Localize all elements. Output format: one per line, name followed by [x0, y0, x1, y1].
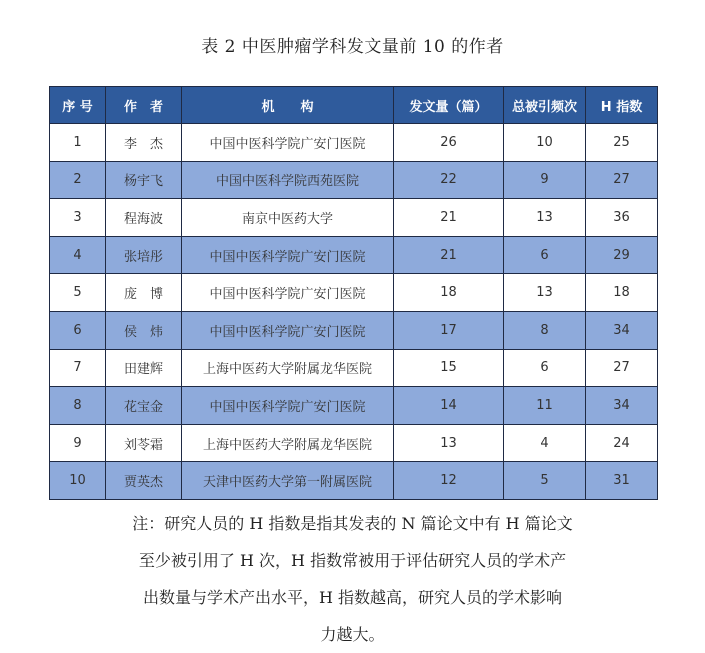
table-row	[50, 462, 658, 500]
cell-author: 贾英杰	[106, 462, 182, 500]
table-note	[0, 505, 705, 653]
table-header-row	[50, 87, 658, 124]
cell-no: 2	[50, 161, 106, 199]
cell-publication-count: 22	[394, 161, 504, 199]
cell-institution: 南京中医药大学	[182, 199, 394, 237]
cell-author: 庞 博	[106, 274, 182, 312]
header-no: 序 号	[50, 87, 106, 124]
table-row	[50, 424, 658, 462]
cell-author: 张培彤	[106, 236, 182, 274]
note-line: 出数量与学术产出水平，H 指数越高，研究人员的学术影响	[142, 588, 563, 607]
cell-publication-count: 14	[394, 387, 504, 425]
cell-h-index: 24	[586, 424, 658, 462]
cell-institution: 天津中医药大学第一附属医院	[182, 462, 394, 500]
cell-publication-count: 21	[394, 199, 504, 237]
cell-no: 7	[50, 349, 106, 387]
header-author: 作 者	[106, 87, 182, 124]
cell-author: 李 杰	[106, 124, 182, 162]
cell-no: 3	[50, 199, 106, 237]
cell-h-index: 34	[586, 387, 658, 425]
header-institution: 机 构	[182, 87, 394, 124]
note-line: 力越大。	[320, 625, 385, 644]
cell-no: 8	[50, 387, 106, 425]
cell-publication-count: 21	[394, 236, 504, 274]
cell-institution: 中国中医科学院广安门医院	[182, 311, 394, 349]
cell-total-citations: 13	[504, 274, 586, 312]
cell-h-index: 34	[586, 311, 658, 349]
cell-no: 4	[50, 236, 106, 274]
table-row	[50, 161, 658, 199]
cell-total-citations: 6	[504, 236, 586, 274]
cell-total-citations: 10	[504, 124, 586, 162]
cell-h-index: 27	[586, 161, 658, 199]
cell-author: 田建辉	[106, 349, 182, 387]
cell-total-citations: 4	[504, 424, 586, 462]
cell-institution: 中国中医科学院广安门医院	[182, 387, 394, 425]
header-publication-count: 发文量（篇）	[394, 87, 504, 124]
note-line: 注：研究人员的 H 指数是指其发表的 N 篇论文中有 H 篇论文	[132, 514, 573, 533]
cell-total-citations: 13	[504, 199, 586, 237]
authors-table	[49, 86, 658, 500]
cell-author: 程海波	[106, 199, 182, 237]
table-row	[50, 311, 658, 349]
header-total-citations: 总被引频次	[504, 87, 586, 124]
cell-h-index: 29	[586, 236, 658, 274]
cell-no: 5	[50, 274, 106, 312]
cell-institution: 中国中医科学院广安门医院	[182, 274, 394, 312]
table-row	[50, 349, 658, 387]
cell-total-citations: 5	[504, 462, 586, 500]
cell-h-index: 25	[586, 124, 658, 162]
cell-institution: 中国中医科学院广安门医院	[182, 124, 394, 162]
cell-author: 花宝金	[106, 387, 182, 425]
cell-h-index: 27	[586, 349, 658, 387]
table-caption: 表 2 中医肿瘤学科发文量前 10 的作者	[201, 37, 504, 57]
cell-publication-count: 13	[394, 424, 504, 462]
cell-author: 杨宇飞	[106, 161, 182, 199]
cell-institution: 中国中医科学院西苑医院	[182, 161, 394, 199]
cell-publication-count: 18	[394, 274, 504, 312]
cell-h-index: 18	[586, 274, 658, 312]
cell-h-index: 36	[586, 199, 658, 237]
cell-author: 侯 炜	[106, 311, 182, 349]
cell-total-citations: 6	[504, 349, 586, 387]
cell-no: 6	[50, 311, 106, 349]
cell-total-citations: 11	[504, 387, 586, 425]
cell-h-index: 31	[586, 462, 658, 500]
cell-total-citations: 8	[504, 311, 586, 349]
cell-publication-count: 12	[394, 462, 504, 500]
cell-publication-count: 17	[394, 311, 504, 349]
note-line: 至少被引用了 H 次，H 指数常被用于评估研究人员的学术产	[138, 551, 567, 570]
cell-institution: 上海中医药大学附属龙华医院	[182, 349, 394, 387]
table-row	[50, 387, 658, 425]
cell-publication-count: 26	[394, 124, 504, 162]
cell-no: 1	[50, 124, 106, 162]
cell-institution: 上海中医药大学附属龙华医院	[182, 424, 394, 462]
table-row	[50, 274, 658, 312]
cell-publication-count: 15	[394, 349, 504, 387]
cell-no: 10	[50, 462, 106, 500]
cell-no: 9	[50, 424, 106, 462]
cell-author: 刘苓霜	[106, 424, 182, 462]
cell-total-citations: 9	[504, 161, 586, 199]
header-h-index: H 指数	[586, 87, 658, 124]
table-row	[50, 236, 658, 274]
table-row	[50, 199, 658, 237]
cell-institution: 中国中医科学院广安门医院	[182, 236, 394, 274]
table-row	[50, 124, 658, 162]
